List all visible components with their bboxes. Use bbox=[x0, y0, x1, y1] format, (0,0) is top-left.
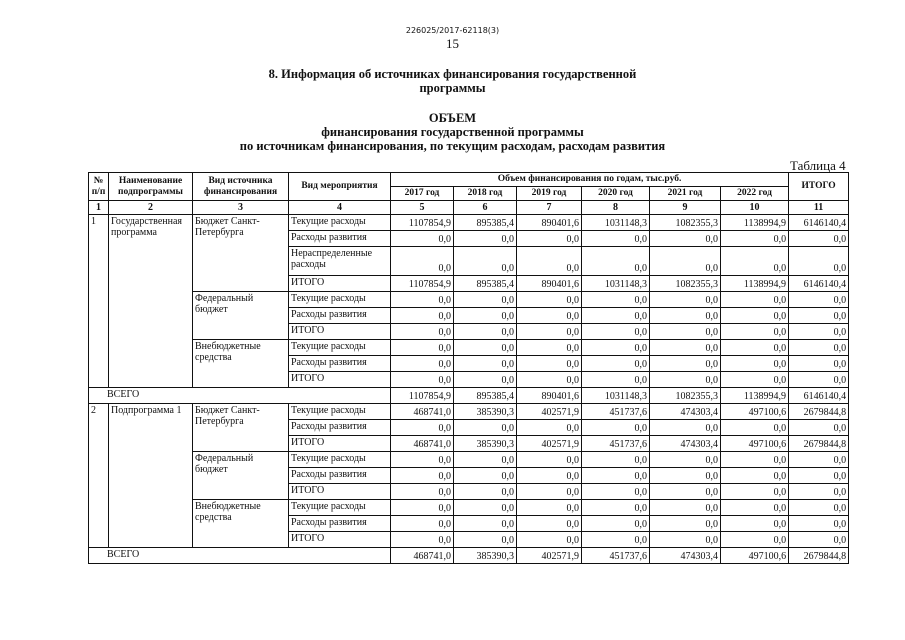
value-cell: 0,0 bbox=[517, 372, 582, 388]
value-cell: 0,0 bbox=[454, 500, 517, 516]
value-cell: 0,0 bbox=[454, 532, 517, 548]
index-cell: 2 bbox=[109, 201, 193, 215]
value-cell: 0,0 bbox=[650, 231, 721, 247]
value-cell: 0,0 bbox=[650, 532, 721, 548]
row-total-cell: 0,0 bbox=[789, 340, 849, 356]
index-cell: 1 bbox=[89, 201, 109, 215]
activity-cell: ИТОГО bbox=[289, 532, 391, 548]
index-cell: 6 bbox=[454, 201, 517, 215]
row-number-cell: 1 bbox=[89, 215, 109, 388]
value-cell: 0,0 bbox=[391, 372, 454, 388]
document-number: 226025/2017-62118(3) bbox=[405, 26, 500, 35]
value-cell: 0,0 bbox=[391, 516, 454, 532]
value-cell: 0,0 bbox=[650, 324, 721, 340]
value-cell: 0,0 bbox=[517, 356, 582, 372]
total-value-cell: 468741,0 bbox=[391, 548, 454, 564]
value-cell: 0,0 bbox=[517, 247, 582, 276]
index-cell: 7 bbox=[517, 201, 582, 215]
activity-cell: ИТОГО bbox=[289, 372, 391, 388]
header-year: 2021 год bbox=[650, 187, 721, 201]
value-cell: 0,0 bbox=[582, 340, 650, 356]
activity-cell: ИТОГО bbox=[289, 276, 391, 292]
activity-cell: Текущие расходы bbox=[289, 500, 391, 516]
table-row bbox=[89, 292, 849, 308]
value-cell: 0,0 bbox=[517, 231, 582, 247]
header-year: 2019 год bbox=[517, 187, 582, 201]
index-cell: 11 bbox=[789, 201, 849, 215]
value-cell: 451737,6 bbox=[582, 404, 650, 420]
total-value-cell: 402571,9 bbox=[517, 548, 582, 564]
row-total-cell: 0,0 bbox=[789, 324, 849, 340]
value-cell: 385390,3 bbox=[454, 436, 517, 452]
value-cell: 0,0 bbox=[650, 452, 721, 468]
value-cell: 0,0 bbox=[650, 247, 721, 276]
grand-total-cell: 2679844,8 bbox=[789, 548, 849, 564]
value-cell: 0,0 bbox=[721, 308, 789, 324]
value-cell: 0,0 bbox=[391, 484, 454, 500]
total-value-cell: 474303,4 bbox=[650, 548, 721, 564]
value-cell: 0,0 bbox=[391, 292, 454, 308]
row-total-cell: 0,0 bbox=[789, 308, 849, 324]
total-value-cell: 1107854,9 bbox=[391, 388, 454, 404]
value-cell: 0,0 bbox=[721, 532, 789, 548]
value-cell: 0,0 bbox=[650, 484, 721, 500]
value-cell: 1031148,3 bbox=[582, 276, 650, 292]
row-total-cell: 0,0 bbox=[789, 484, 849, 500]
row-total-cell: 6146140,4 bbox=[789, 276, 849, 292]
value-cell: 0,0 bbox=[454, 247, 517, 276]
value-cell: 0,0 bbox=[721, 340, 789, 356]
value-cell: 0,0 bbox=[582, 372, 650, 388]
page-number: 15 bbox=[446, 36, 459, 51]
value-cell: 497100,6 bbox=[721, 404, 789, 420]
value-cell: 0,0 bbox=[721, 452, 789, 468]
activity-cell: Расходы развития bbox=[289, 420, 391, 436]
value-cell: 0,0 bbox=[582, 532, 650, 548]
activity-cell: Текущие расходы bbox=[289, 340, 391, 356]
index-cell: 3 bbox=[193, 201, 289, 215]
value-cell: 0,0 bbox=[650, 292, 721, 308]
value-cell: 0,0 bbox=[454, 372, 517, 388]
value-cell: 0,0 bbox=[721, 516, 789, 532]
grand-total-cell: 6146140,4 bbox=[789, 388, 849, 404]
funding-source-cell: Внебюджетные средства bbox=[193, 340, 289, 388]
activity-cell: Текущие расходы bbox=[289, 292, 391, 308]
funding-source-cell: Бюджет Санкт-Петербурга bbox=[193, 215, 289, 292]
value-cell: 1107854,9 bbox=[391, 215, 454, 231]
value-cell: 0,0 bbox=[650, 372, 721, 388]
value-cell: 0,0 bbox=[582, 500, 650, 516]
value-cell: 0,0 bbox=[517, 500, 582, 516]
value-cell: 0,0 bbox=[721, 372, 789, 388]
value-cell: 0,0 bbox=[391, 308, 454, 324]
value-cell: 451737,6 bbox=[582, 436, 650, 452]
header-source: Вид источника финансирования bbox=[193, 173, 289, 201]
funding-source-cell: Внебюджетные средства bbox=[193, 500, 289, 548]
value-cell: 0,0 bbox=[582, 324, 650, 340]
value-cell: 0,0 bbox=[582, 516, 650, 532]
section-total-label: ВСЕГО bbox=[89, 548, 391, 564]
value-cell: 0,0 bbox=[650, 356, 721, 372]
activity-cell: Текущие расходы bbox=[289, 215, 391, 231]
row-total-cell: 0,0 bbox=[789, 500, 849, 516]
value-cell: 0,0 bbox=[517, 452, 582, 468]
table-row bbox=[89, 500, 849, 516]
value-cell: 0,0 bbox=[582, 308, 650, 324]
value-cell: 0,0 bbox=[517, 324, 582, 340]
value-cell: 0,0 bbox=[582, 356, 650, 372]
index-cell: 10 bbox=[721, 201, 789, 215]
row-total-cell: 0,0 bbox=[789, 516, 849, 532]
program-name-cell: Государственная программа bbox=[109, 215, 193, 388]
value-cell: 474303,4 bbox=[650, 404, 721, 420]
value-cell: 0,0 bbox=[721, 292, 789, 308]
value-cell: 0,0 bbox=[650, 516, 721, 532]
value-cell: 0,0 bbox=[391, 231, 454, 247]
header-year: 2020 год bbox=[582, 187, 650, 201]
value-cell: 0,0 bbox=[721, 484, 789, 500]
header-activity: Вид мероприятия bbox=[289, 173, 391, 201]
table-heading-line: финансирования государственной программы bbox=[321, 125, 584, 139]
value-cell: 0,0 bbox=[454, 420, 517, 436]
activity-cell: Текущие расходы bbox=[289, 452, 391, 468]
value-cell: 0,0 bbox=[582, 452, 650, 468]
value-cell: 497100,6 bbox=[721, 436, 789, 452]
section-heading-line: 8. Информация об источниках финансирования государственной bbox=[268, 67, 637, 81]
index-cell: 4 bbox=[289, 201, 391, 215]
value-cell: 0,0 bbox=[517, 420, 582, 436]
table-heading-line: ОБЪЕМ bbox=[428, 111, 477, 125]
value-cell: 0,0 bbox=[391, 247, 454, 276]
value-cell: 0,0 bbox=[517, 468, 582, 484]
row-total-cell: 0,0 bbox=[789, 247, 849, 276]
value-cell: 1082355,3 bbox=[650, 276, 721, 292]
value-cell: 0,0 bbox=[391, 468, 454, 484]
header-num: № п/п bbox=[89, 173, 109, 201]
total-value-cell: 890401,6 bbox=[517, 388, 582, 404]
table-heading bbox=[0, 111, 905, 153]
value-cell: 402571,9 bbox=[517, 436, 582, 452]
total-value-cell: 1082355,3 bbox=[650, 388, 721, 404]
row-total-cell: 0,0 bbox=[789, 532, 849, 548]
value-cell: 0,0 bbox=[650, 308, 721, 324]
value-cell: 0,0 bbox=[582, 247, 650, 276]
value-cell: 0,0 bbox=[391, 420, 454, 436]
header-year: 2022 год bbox=[721, 187, 789, 201]
value-cell: 0,0 bbox=[454, 231, 517, 247]
section-heading bbox=[0, 67, 905, 95]
activity-cell: ИТОГО bbox=[289, 484, 391, 500]
row-total-cell: 0,0 bbox=[789, 420, 849, 436]
row-total-cell: 0,0 bbox=[789, 468, 849, 484]
value-cell: 0,0 bbox=[650, 420, 721, 436]
value-cell: 0,0 bbox=[517, 484, 582, 500]
value-cell: 895385,4 bbox=[454, 276, 517, 292]
value-cell: 1031148,3 bbox=[582, 215, 650, 231]
value-cell: 890401,6 bbox=[517, 276, 582, 292]
table-row bbox=[89, 404, 849, 420]
table-body bbox=[89, 201, 849, 564]
value-cell: 0,0 bbox=[650, 500, 721, 516]
activity-cell: Расходы развития bbox=[289, 516, 391, 532]
value-cell: 468741,0 bbox=[391, 436, 454, 452]
value-cell: 0,0 bbox=[454, 324, 517, 340]
funding-source-cell: Бюджет Санкт-Петербурга bbox=[193, 404, 289, 452]
table-row bbox=[89, 452, 849, 468]
index-cell: 9 bbox=[650, 201, 721, 215]
row-total-cell: 0,0 bbox=[789, 452, 849, 468]
activity-cell: Текущие расходы bbox=[289, 404, 391, 420]
value-cell: 0,0 bbox=[454, 484, 517, 500]
value-cell: 0,0 bbox=[517, 308, 582, 324]
value-cell: 0,0 bbox=[454, 340, 517, 356]
row-total-cell: 2679844,8 bbox=[789, 404, 849, 420]
section-heading-line: программы bbox=[419, 81, 486, 95]
header-total: ИТОГО bbox=[789, 173, 849, 201]
value-cell: 0,0 bbox=[721, 420, 789, 436]
value-cell: 0,0 bbox=[391, 340, 454, 356]
header-name: Наименование подпрограммы bbox=[109, 173, 193, 201]
index-row bbox=[89, 201, 849, 215]
row-total-cell: 0,0 bbox=[789, 356, 849, 372]
row-total-cell: 6146140,4 bbox=[789, 215, 849, 231]
activity-cell: Расходы развития bbox=[289, 356, 391, 372]
total-value-cell: 497100,6 bbox=[721, 548, 789, 564]
funding-source-cell: Федеральный бюджет bbox=[193, 452, 289, 500]
value-cell: 0,0 bbox=[582, 420, 650, 436]
table-label: Таблица 4 bbox=[790, 158, 846, 173]
value-cell: 1138994,9 bbox=[721, 276, 789, 292]
value-cell: 468741,0 bbox=[391, 404, 454, 420]
header-volume: Объем финансирования по годам, тыс.руб. bbox=[391, 173, 789, 187]
row-number-cell: 2 bbox=[89, 404, 109, 548]
activity-cell: Расходы развития bbox=[289, 231, 391, 247]
section-total-row bbox=[89, 548, 849, 564]
value-cell: 0,0 bbox=[582, 231, 650, 247]
activity-cell: ИТОГО bbox=[289, 324, 391, 340]
value-cell: 0,0 bbox=[391, 356, 454, 372]
value-cell: 0,0 bbox=[391, 532, 454, 548]
program-name-cell: Подпрограмма 1 bbox=[109, 404, 193, 548]
total-value-cell: 451737,6 bbox=[582, 548, 650, 564]
value-cell: 0,0 bbox=[517, 516, 582, 532]
value-cell: 402571,9 bbox=[517, 404, 582, 420]
value-cell: 0,0 bbox=[650, 468, 721, 484]
value-cell: 0,0 bbox=[721, 356, 789, 372]
value-cell: 474303,4 bbox=[650, 436, 721, 452]
value-cell: 0,0 bbox=[454, 356, 517, 372]
value-cell: 0,0 bbox=[391, 452, 454, 468]
total-value-cell: 1031148,3 bbox=[582, 388, 650, 404]
total-value-cell: 385390,3 bbox=[454, 548, 517, 564]
value-cell: 0,0 bbox=[391, 500, 454, 516]
value-cell: 0,0 bbox=[517, 292, 582, 308]
value-cell: 0,0 bbox=[517, 340, 582, 356]
total-value-cell: 895385,4 bbox=[454, 388, 517, 404]
value-cell: 0,0 bbox=[721, 500, 789, 516]
value-cell: 0,0 bbox=[582, 468, 650, 484]
table-row bbox=[89, 340, 849, 356]
value-cell: 385390,3 bbox=[454, 404, 517, 420]
value-cell: 0,0 bbox=[454, 516, 517, 532]
row-total-cell: 0,0 bbox=[789, 231, 849, 247]
value-cell: 0,0 bbox=[582, 292, 650, 308]
value-cell: 890401,6 bbox=[517, 215, 582, 231]
value-cell: 0,0 bbox=[454, 468, 517, 484]
activity-cell: Расходы развития bbox=[289, 308, 391, 324]
header-year: 2017 год bbox=[391, 187, 454, 201]
value-cell: 0,0 bbox=[650, 340, 721, 356]
value-cell: 0,0 bbox=[454, 292, 517, 308]
index-cell: 5 bbox=[391, 201, 454, 215]
total-value-cell: 1138994,9 bbox=[721, 388, 789, 404]
value-cell: 0,0 bbox=[721, 231, 789, 247]
value-cell: 0,0 bbox=[454, 452, 517, 468]
index-cell: 8 bbox=[582, 201, 650, 215]
value-cell: 0,0 bbox=[582, 484, 650, 500]
value-cell: 0,0 bbox=[721, 324, 789, 340]
row-total-cell: 2679844,8 bbox=[789, 436, 849, 452]
value-cell: 895385,4 bbox=[454, 215, 517, 231]
financing-table bbox=[88, 172, 849, 564]
section-total-row bbox=[89, 388, 849, 404]
value-cell: 0,0 bbox=[721, 468, 789, 484]
value-cell: 1138994,9 bbox=[721, 215, 789, 231]
value-cell: 0,0 bbox=[454, 308, 517, 324]
table-heading-line: по источникам финансирования, по текущим расходам, расходам развития bbox=[239, 139, 666, 153]
section-total-label: ВСЕГО bbox=[89, 388, 391, 404]
value-cell: 0,0 bbox=[517, 532, 582, 548]
row-total-cell: 0,0 bbox=[789, 372, 849, 388]
activity-cell: ИТОГО bbox=[289, 436, 391, 452]
value-cell: 1107854,9 bbox=[391, 276, 454, 292]
funding-source-cell: Федеральный бюджет bbox=[193, 292, 289, 340]
activity-cell: Нераспределенные расходы bbox=[289, 247, 391, 276]
value-cell: 0,0 bbox=[391, 324, 454, 340]
row-total-cell: 0,0 bbox=[789, 292, 849, 308]
value-cell: 1082355,3 bbox=[650, 215, 721, 231]
value-cell: 0,0 bbox=[721, 247, 789, 276]
table-row bbox=[89, 215, 849, 231]
activity-cell: Расходы развития bbox=[289, 468, 391, 484]
header-year: 2018 год bbox=[454, 187, 517, 201]
